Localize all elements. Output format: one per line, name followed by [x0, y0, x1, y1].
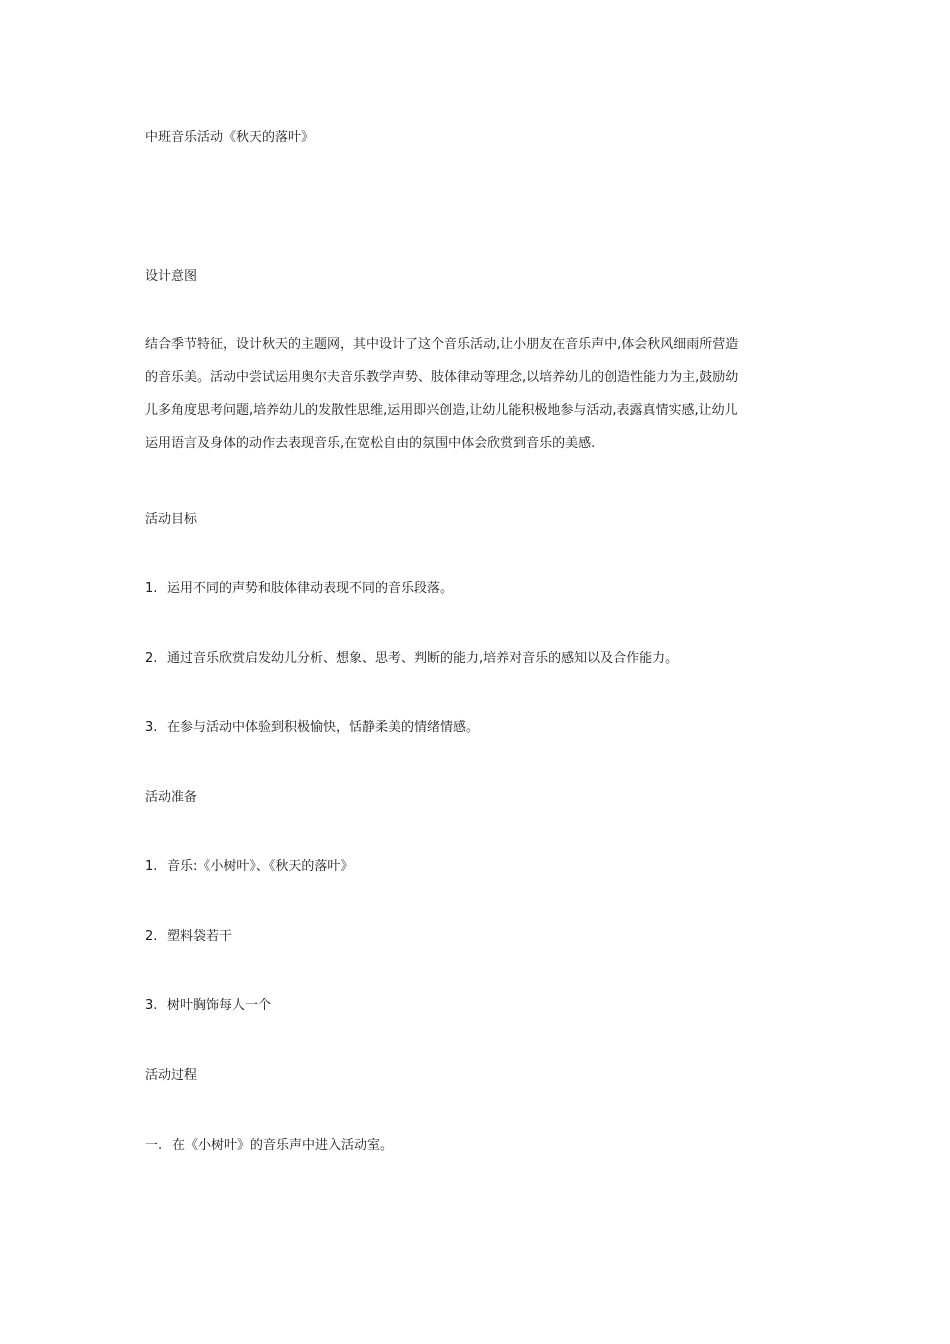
list-text: 在参与活动中体验到积极愉快，恬静柔美的情绪情感。	[167, 720, 480, 735]
list-number: 1.	[145, 859, 158, 874]
list-item	[145, 928, 232, 946]
list-number: 3.	[145, 998, 158, 1013]
list-number: 2.	[145, 651, 158, 666]
list-text: 树叶胸饰每人一个	[167, 998, 272, 1013]
document-title: 中班音乐活动《秋天的落叶》	[145, 130, 315, 145]
heading-process: 活动过程	[145, 1068, 198, 1083]
list-item	[145, 1137, 393, 1155]
paragraph-line: 儿多角度思考问题,培养幼儿的发散性思维,运用即兴创造,让幼儿能积极地参与活动,表露真情实感,让幼儿	[145, 403, 738, 418]
paragraph-line: 的音乐美。活动中尝试运用奥尔夫音乐教学声势、肢体律动等理念,以培养幼儿的创造性能力为主,鼓励幼	[145, 370, 739, 385]
list-item	[145, 580, 453, 598]
list-number: 3.	[145, 720, 158, 735]
list-number: 1.	[145, 581, 158, 596]
list-item	[145, 650, 678, 668]
list-number: 一.	[145, 1138, 163, 1153]
heading-goals: 活动目标	[145, 512, 198, 527]
list-text: 运用不同的声势和肢体律动表现不同的音乐段落。	[167, 581, 454, 596]
paragraph-line: 运用语言及身体的动作去表现音乐,在宽松自由的氛围中体会欣赏到音乐的美感.	[145, 436, 596, 451]
paragraph-line: 结合季节特征，设计秋天的主题网，其中设计了这个音乐活动,让小朋友在音乐声中,体会秋风细雨所营造	[145, 337, 739, 352]
heading-preparation: 活动准备	[145, 790, 198, 805]
list-text: 通过音乐欣赏启发幼儿分析、想象、思考、判断的能力,培养对音乐的感知以及合作能力。	[167, 651, 679, 666]
heading-design-intent: 设计意图	[145, 269, 198, 284]
list-number: 2.	[145, 929, 158, 944]
list-item	[145, 997, 271, 1015]
list-text: 塑料袋若干	[167, 929, 233, 944]
list-item	[145, 858, 353, 876]
list-item	[145, 719, 479, 737]
list-text: 在《小树叶》的音乐声中进入活动室。	[172, 1138, 394, 1153]
design-intent-paragraph	[145, 328, 805, 460]
list-text: 音乐:《小树叶》、《秋天的落叶》	[167, 859, 354, 874]
